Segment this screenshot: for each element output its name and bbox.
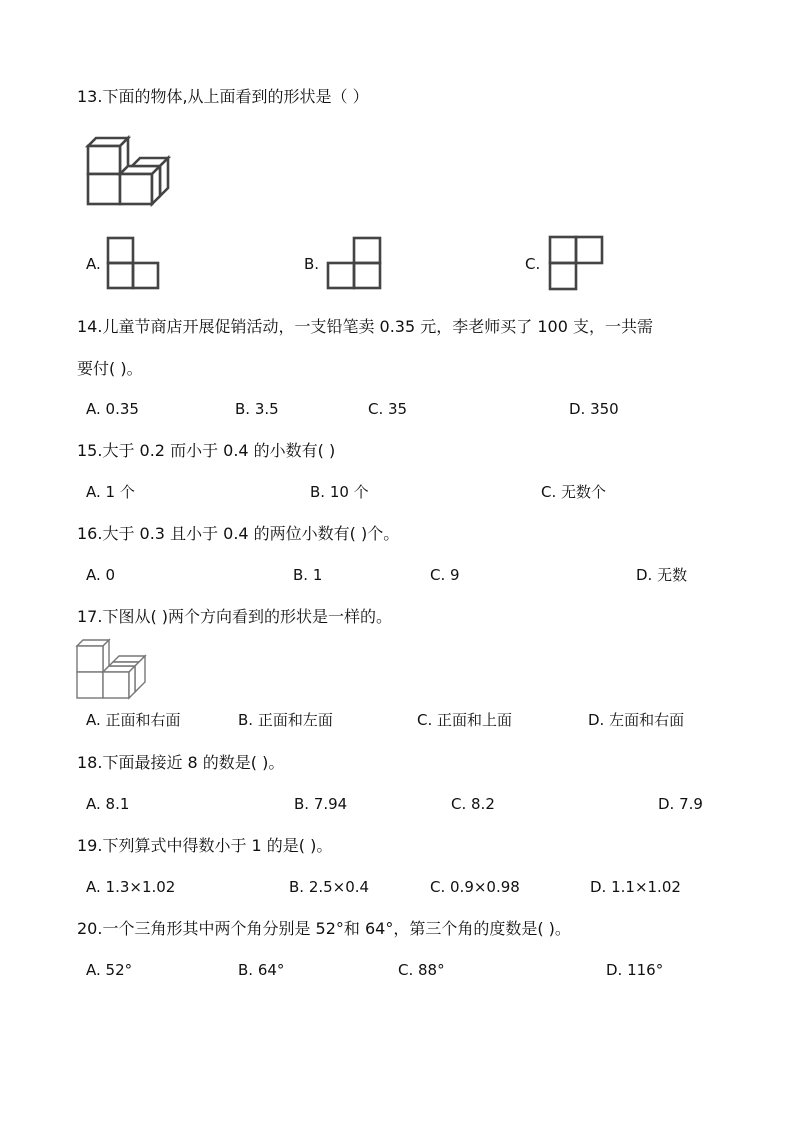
question-19-stem: 19.下列算式中得数小于 1 的是( )。	[77, 836, 333, 855]
question-13-stem: 13.下面的物体,从上面看到的形状是（ ）	[77, 87, 369, 106]
question-20-stem: 20.一个三角形其中两个角分别是 52°和 64°，第三个角的度数是( )。	[77, 919, 571, 938]
question-14-stem-line1: 14.儿童节商店开展促销活动，一支铅笔卖 0.35 元，李老师买了 100 支，一共需	[77, 317, 653, 336]
q18-option-b[interactable]: B. 7.94	[294, 795, 348, 813]
q20-option-a[interactable]: A. 52°	[86, 961, 133, 979]
q14-option-c[interactable]: C. 35	[368, 400, 408, 418]
q13-option-c-shape	[548, 235, 604, 291]
q18-option-d[interactable]: D. 7.9	[658, 795, 703, 813]
q15-option-b[interactable]: B. 10 个	[310, 483, 369, 501]
q16-option-c[interactable]: C. 9	[430, 566, 460, 584]
q16-option-b[interactable]: B. 1	[293, 566, 323, 584]
q20-option-d[interactable]: D. 116°	[606, 961, 664, 979]
q13-option-b-shape	[326, 236, 384, 290]
question-15-stem: 15.大于 0.2 而小于 0.4 的小数有( )	[77, 441, 336, 460]
q14-option-d[interactable]: D. 350	[569, 400, 619, 418]
q13-option-b[interactable]: B.	[304, 255, 320, 273]
q14-option-b[interactable]: B. 3.5	[235, 400, 279, 418]
q17-option-d[interactable]: D. 左面和右面	[588, 711, 685, 729]
q19-option-b[interactable]: B. 2.5×0.4	[289, 878, 370, 896]
q13-option-c[interactable]: C.	[525, 255, 541, 273]
q20-option-c[interactable]: C. 88°	[398, 961, 445, 979]
question-16-stem: 16.大于 0.3 且小于 0.4 的两位小数有( )个。	[77, 524, 400, 543]
q15-option-a[interactable]: A. 1 个	[86, 483, 135, 501]
q19-option-c[interactable]: C. 0.9×0.98	[430, 878, 520, 896]
q15-option-c[interactable]: C. 无数个	[541, 483, 607, 501]
q19-option-a[interactable]: A. 1.3×1.02	[86, 878, 176, 896]
question-17-stem: 17.下图从( )两个方向看到的形状是一样的。	[77, 607, 393, 626]
q13-option-a-shape	[106, 236, 162, 290]
q16-option-d[interactable]: D. 无数	[636, 566, 688, 584]
q13-option-a[interactable]: A.	[86, 255, 101, 273]
q16-option-a[interactable]: A. 0	[86, 566, 116, 584]
q19-option-d[interactable]: D. 1.1×1.02	[590, 878, 681, 896]
q17-option-a[interactable]: A. 正面和右面	[86, 711, 181, 729]
q17-option-b[interactable]: B. 正面和左面	[238, 711, 333, 729]
q18-option-c[interactable]: C. 8.2	[451, 795, 495, 813]
question-18-stem: 18.下面最接近 8 的数是( )。	[77, 753, 285, 772]
q18-option-a[interactable]: A. 8.1	[86, 795, 130, 813]
q17-cube-figure	[75, 638, 149, 700]
q17-option-c[interactable]: C. 正面和上面	[417, 711, 513, 729]
q14-option-a[interactable]: A. 0.35	[86, 400, 139, 418]
q13-cube-figure	[84, 134, 176, 208]
q20-option-b[interactable]: B. 64°	[238, 961, 285, 979]
question-14-stem-line2: 要付( )。	[77, 359, 143, 378]
